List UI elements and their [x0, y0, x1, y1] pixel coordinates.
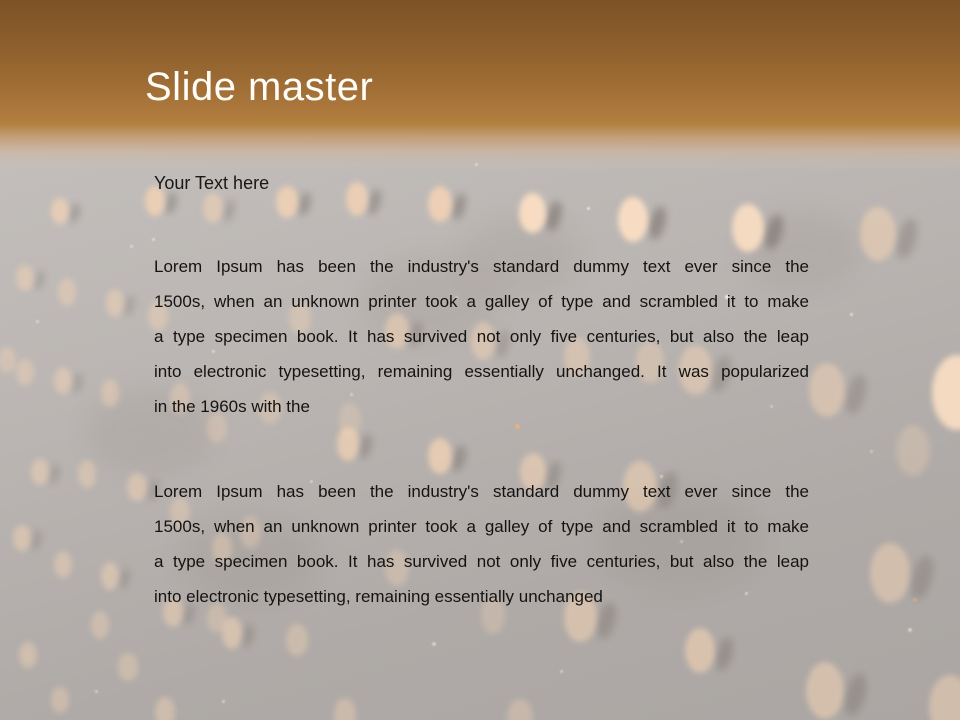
body-line: 1500s, when an unknown printer took a galley of type and scrambled it to make: [154, 292, 809, 311]
text-placeholder[interactable]: Your Text here: [154, 173, 270, 193]
body-paragraph-1[interactable]: [154, 249, 809, 424]
body-line: a type specimen book. It has survived not only five centuries, but also the leap: [154, 327, 809, 346]
slide-title[interactable]: Slide master: [145, 64, 374, 109]
body-line: Lorem Ipsum has been the industry's standard dummy text ever since the: [154, 257, 809, 276]
body-line: into electronic typesetting, remaining essentially unchanged: [154, 587, 603, 606]
body-line: a type specimen book. It has survived not only five centuries, but also the leap: [154, 552, 809, 571]
body-line: into electronic typesetting, remaining essentially unchanged. It was popularized: [154, 362, 809, 381]
body-line: 1500s, when an unknown printer took a galley of type and scrambled it to make: [154, 517, 809, 536]
body-line: Lorem Ipsum has been the industry's standard dummy text ever since the: [154, 482, 809, 501]
title-band: [0, 0, 960, 172]
body-line: in the 1960s with the: [154, 397, 310, 416]
body-paragraph-2[interactable]: [154, 474, 809, 614]
